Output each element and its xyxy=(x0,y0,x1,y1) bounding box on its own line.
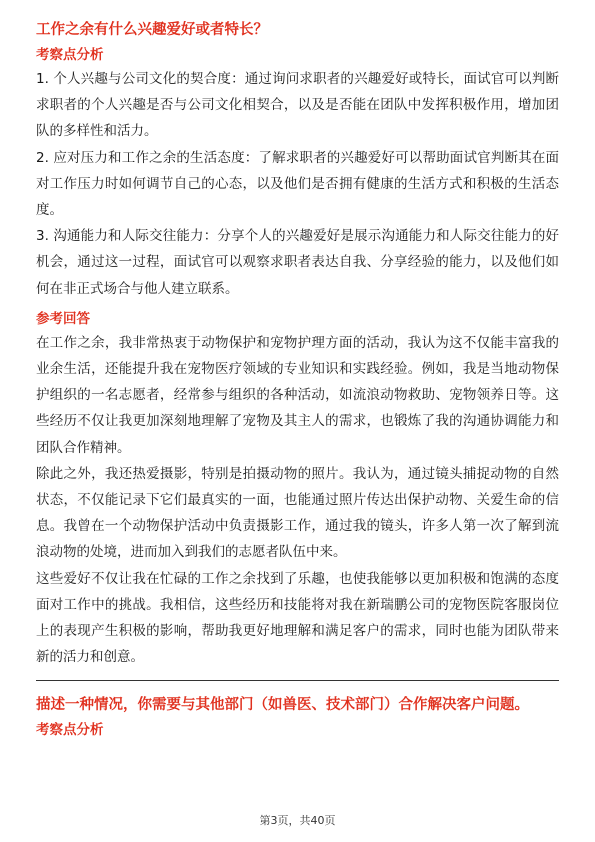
analysis-point-3: 3. 沟通能力和人际交往能力：分享个人的兴趣爱好是展示沟通能力和人际交往能力的好机会，通过这一过程，面试官可以观察求职者表达自我、分享经验的能力，以及他们如何在非正式场合与他人建立联系。 xyxy=(36,228,559,297)
section-divider xyxy=(36,680,559,681)
answer-heading: 参考回答 xyxy=(36,310,90,327)
analysis-heading-2: 考察点分析 xyxy=(36,722,104,739)
answer-paragraph-2: 除此之外，我还热爱摄影，特别是拍摄动物的照片。我认为，通过镜头捕捉动物的自然状态，不仅能记录下它们最真实的一面，也能通过照片传达出保护动物、关爱生命的信息。我曾在一个动物保护活动中负责摄影工作，通过我的镜头，许多人第一次了解到流浪动物的处境，进而加入到我们的志愿者队伍中来。 xyxy=(36,465,559,561)
analysis-point-2: 2. 应对压力和工作之余的生活态度：了解求职者的兴趣爱好可以帮助面试官判断其在面对工作压力时如何调节自己的心态，以及他们是否拥有健康的生活方式和积极的生活态度。 xyxy=(36,149,559,219)
answer-paragraph-3: 这些爱好不仅让我在忙碌的工作之余找到了乐趣，也使我能够以更加积极和饱满的态度面对工作中的挑战。我相信，这些经历和技能将对我在新瑞鹏公司的宠物医院客服岗位上的表现产生积极的影响，帮助我更好地理解和满足客户的需求，同时也能为团队带来新的活力和创意。 xyxy=(36,570,559,666)
question-title-2: 描述一种情况，你需要与其他部门（如兽医、技术部门）合作解决客户问题。 xyxy=(36,697,529,714)
analysis-heading: 考察点分析 xyxy=(36,47,104,63)
page-number: 第3页，共40页 xyxy=(259,814,336,827)
page-content xyxy=(36,18,559,741)
analysis-point-1: 1. 个人兴趣与公司文化的契合度：通过询问求职者的兴趣爱好或特长，面试官可以判断求职者的个人兴趣是否与公司文化相契合，以及是否能在团队中发挥积极作用，增加团队的多样性和活力。 xyxy=(36,71,559,140)
question-title: 工作之余有什么兴趣爱好或者特长？ xyxy=(36,22,268,38)
answer-paragraph-1: 在工作之余，我非常热衷于动物保护和宠物护理方面的活动，我认为这不仅能丰富我的业余生活，还能提升我在宠物医疗领域的专业知识和实践经验。例如，我是当地动物保护组织的一名志愿者，经常参与组织的各种活动，如流浪动物救助、宠物领养日等。这些经历不仅让我更加深刻地理解了宠物及其主人的需求，也锻炼了我的沟通协调能力和团队合作精神。 xyxy=(36,334,559,456)
